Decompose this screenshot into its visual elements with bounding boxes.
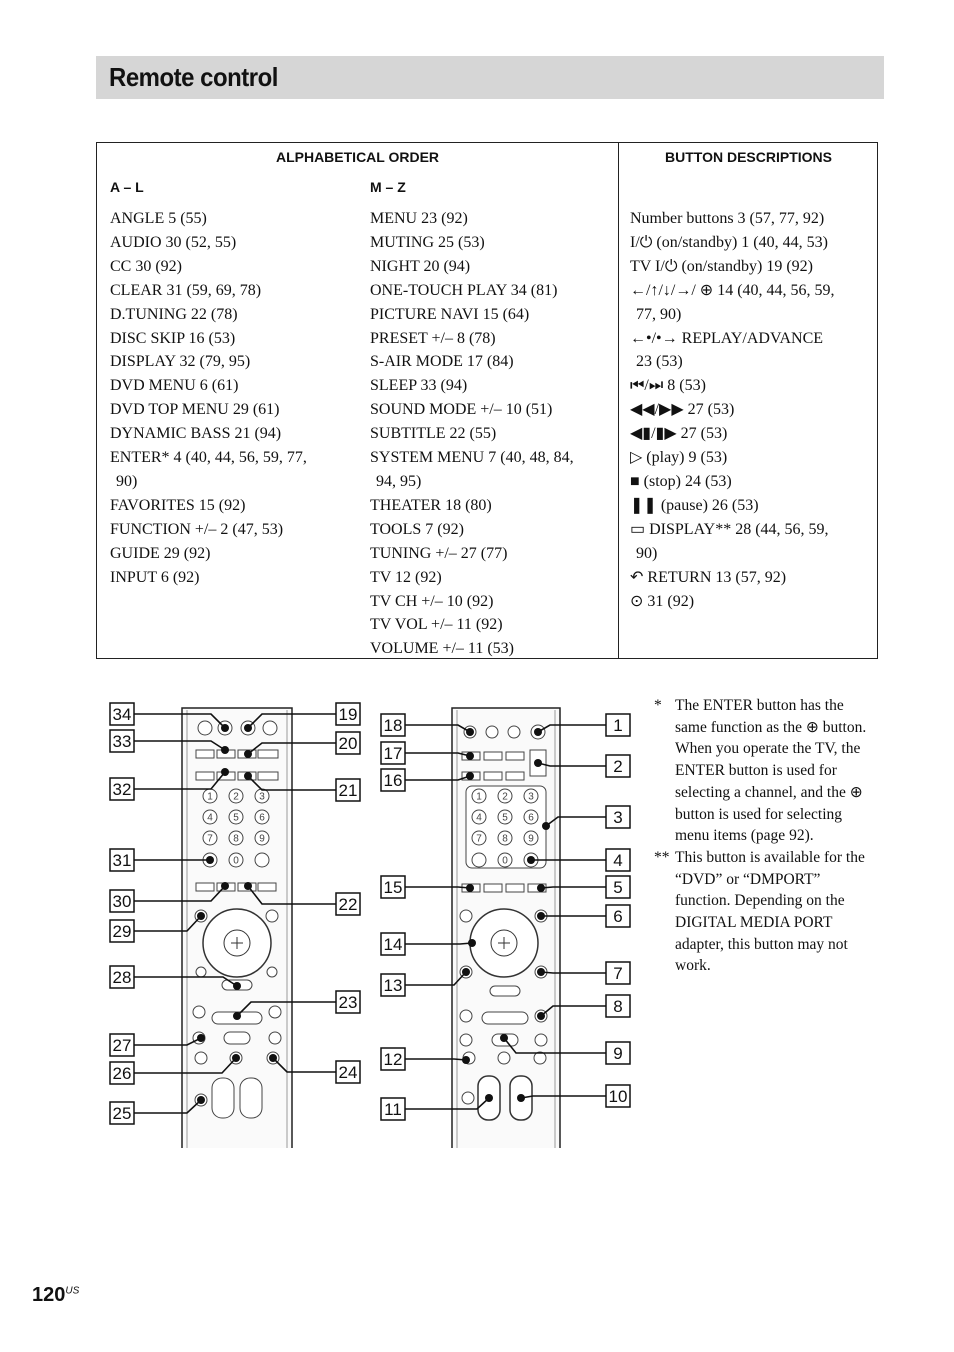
- leader-line: [405, 1059, 466, 1060]
- round-button: [193, 1006, 205, 1018]
- callout-label: 19: [338, 705, 358, 724]
- callout-label: 34: [112, 705, 132, 724]
- index-entry: ◀▮/▮▶ 27 (53): [630, 425, 728, 443]
- leader-dot: [269, 1054, 277, 1062]
- round-button: [195, 1052, 207, 1064]
- index-entry: TOOLS 7 (92): [370, 520, 464, 538]
- play-button: [224, 1032, 250, 1044]
- callout-label: 17: [383, 744, 403, 763]
- round-button: [269, 1006, 281, 1018]
- index-entry: TV CH +/– 10 (92): [370, 592, 494, 610]
- callout-label: 31: [112, 851, 132, 870]
- leader-dot: [534, 728, 542, 736]
- leader-dot: [517, 1094, 525, 1102]
- leader-line: [541, 887, 606, 888]
- index-entry: ANGLE 5 (55): [110, 210, 207, 227]
- callout-label: 14: [383, 935, 403, 954]
- index-entry: TUNING +/– 27 (77): [370, 544, 508, 562]
- round-button: [263, 721, 277, 735]
- column-a-l: [110, 207, 307, 590]
- volume-rocker: [212, 1078, 234, 1118]
- leader-line: [405, 887, 470, 888]
- range-a-l: A – L: [110, 179, 144, 195]
- leader-dot: [485, 1094, 493, 1102]
- display-button: [490, 986, 520, 996]
- small-button: [258, 750, 278, 758]
- index-entry: CC 30 (92): [110, 257, 182, 275]
- title-bar: [96, 56, 884, 99]
- callout-label: 11: [384, 1100, 402, 1119]
- number-label: 4: [207, 812, 213, 824]
- round-button: [269, 1032, 281, 1044]
- replay-advance-button: [482, 1012, 528, 1024]
- callout-label: 28: [112, 968, 132, 987]
- round-button: [462, 1092, 474, 1104]
- number-label: 7: [476, 833, 482, 845]
- small-button: [258, 772, 278, 780]
- leader-dot: [221, 746, 229, 754]
- index-entry: SOUND MODE +/– 10 (51): [370, 401, 553, 419]
- callout-label: 23: [338, 993, 358, 1012]
- round-button: [498, 1052, 510, 1064]
- leader-dot: [466, 884, 474, 892]
- index-entry: ↶ RETURN 13 (57, 92): [630, 568, 787, 586]
- column-descriptions: [630, 207, 835, 613]
- index-entry: DISPLAY 32 (79, 95): [110, 353, 251, 371]
- number-label: 4: [476, 812, 482, 824]
- number-label: 8: [502, 833, 508, 845]
- index-entry: DYNAMIC BASS 21 (94): [110, 425, 282, 443]
- leader-line: [541, 972, 606, 973]
- round-button: [472, 853, 486, 867]
- index-entry: AUDIO 30 (52, 55): [110, 233, 237, 251]
- callout-label: 33: [112, 732, 132, 751]
- remote-illustration: [100, 690, 640, 1150]
- callout-label: 25: [112, 1104, 132, 1123]
- small-button: [484, 772, 502, 780]
- index-entry: I/⏻ (on/standby) 1 (40, 44, 53): [630, 233, 828, 251]
- callout-label: 20: [338, 734, 358, 753]
- index-entry: TV 12 (92): [370, 568, 442, 586]
- leader-dot: [221, 768, 229, 776]
- leader-dot: [221, 882, 229, 890]
- index-entry: 90): [116, 472, 138, 490]
- leader-dot: [468, 939, 476, 947]
- round-button: [460, 1010, 472, 1022]
- number-label: 2: [233, 791, 239, 803]
- index-entry: ❚❚ (pause) 26 (53): [630, 496, 759, 514]
- leader-dot: [244, 750, 252, 758]
- leader-dot: [244, 882, 252, 890]
- round-button: [508, 726, 520, 738]
- leader-dot: [537, 884, 545, 892]
- callout-label: 15: [383, 878, 403, 897]
- callout-label: 32: [112, 780, 132, 799]
- round-button: [460, 910, 472, 922]
- index-entry: ▷ (play) 9 (53): [630, 449, 728, 467]
- leader-dot: [542, 822, 550, 830]
- footnote-mark: **: [654, 848, 670, 866]
- tv-ch-rocker: [240, 1078, 262, 1118]
- index-entry: SLEEP 33 (94): [370, 377, 468, 395]
- index-entry: DVD MENU 6 (61): [110, 377, 239, 395]
- index-entry: NIGHT 20 (94): [370, 257, 471, 275]
- round-button: [460, 1034, 472, 1046]
- number-label: 9: [528, 833, 534, 845]
- small-button: [506, 884, 524, 892]
- remote-right: [381, 708, 630, 1148]
- index-entry: DVD TOP MENU 29 (61): [110, 401, 280, 419]
- index-entry: D.TUNING 22 (78): [110, 305, 238, 323]
- index-entry: PICTURE NAVI 15 (64): [370, 305, 530, 323]
- leader-dot: [244, 724, 252, 732]
- footnote-display: [654, 847, 874, 977]
- number-label: 0: [502, 855, 508, 867]
- index-entry: 23 (53): [636, 353, 683, 371]
- number-label: 3: [259, 791, 265, 803]
- small-button: [484, 752, 502, 760]
- index-entry: ←/↑/↓/→/ ⊕ 14 (40, 44, 56, 59,: [630, 281, 835, 299]
- callout-label: 18: [383, 716, 403, 735]
- page-number: [32, 1284, 79, 1307]
- leader-dot: [197, 912, 205, 920]
- callout-label: 9: [613, 1044, 623, 1063]
- leader-dot: [527, 856, 535, 864]
- leader-dot: [462, 1056, 470, 1064]
- index-entry: DISC SKIP 16 (53): [110, 329, 236, 347]
- index-entry: FAVORITES 15 (92): [110, 496, 246, 514]
- callout-label: 24: [338, 1063, 358, 1082]
- index-entry: TV I/⏻ (on/standby) 19 (92): [630, 257, 813, 275]
- reference-table: [96, 142, 878, 659]
- callout-label: 6: [613, 907, 623, 926]
- index-entry: ⏮/⏭ 8 (53): [630, 377, 706, 395]
- number-label: 3: [528, 791, 534, 803]
- range-m-z: M – Z: [370, 179, 406, 195]
- index-entry: TV VOL +/– 11 (92): [370, 616, 503, 634]
- leader-dot: [537, 968, 545, 976]
- callout-label: 1: [613, 716, 623, 735]
- index-entry: S-AIR MODE 17 (84): [370, 353, 514, 371]
- callout-label: 7: [613, 964, 623, 983]
- callout-label: 12: [383, 1050, 403, 1069]
- callout-label: 30: [112, 892, 132, 911]
- remote-left: [110, 703, 360, 1148]
- round-button: [196, 967, 206, 977]
- index-entry: VOLUME +/– 11 (53): [370, 640, 514, 658]
- callout-label: 26: [112, 1064, 132, 1083]
- index-entry: Number buttons 3 (57, 77, 92): [630, 210, 825, 227]
- index-entry: ONE-TOUCH PLAY 34 (81): [370, 281, 558, 299]
- index-entry: SUBTITLE 22 (55): [370, 425, 497, 443]
- index-entry: MENU 23 (92): [370, 210, 468, 227]
- leader-dot: [466, 772, 474, 780]
- round-button: [255, 853, 269, 867]
- index-entry: THEATER 18 (80): [370, 496, 492, 514]
- leader-dot: [197, 1034, 205, 1042]
- small-button: [506, 772, 524, 780]
- index-entry: ▭ DISPLAY** 28 (44, 56, 59,: [630, 520, 829, 538]
- header-descriptions: BUTTON DESCRIPTIONS: [665, 149, 832, 165]
- index-entry: ⊙ 31 (92): [630, 592, 695, 610]
- leader-dot: [466, 728, 474, 736]
- round-button: [267, 967, 277, 977]
- page-number-value: 120: [32, 1284, 66, 1306]
- index-entry: ENTER* 4 (40, 44, 56, 59, 77,: [110, 449, 307, 467]
- number-label: 8: [233, 833, 239, 845]
- callout-label: 29: [112, 922, 132, 941]
- leader-dot: [197, 1096, 205, 1104]
- index-entry: FUNCTION +/– 2 (47, 53): [110, 520, 284, 538]
- round-button: [535, 1034, 547, 1046]
- small-button: [196, 883, 214, 891]
- footnote-text: The ENTER button has the same function as the ⊕ button. When you operate the TV, the ENTER button is used for selecting a channel, and the ⊕ button is used for selecting menu items (page 92).: [675, 697, 867, 845]
- index-entry: CLEAR 31 (59, 69, 78): [110, 281, 262, 299]
- leader-dot: [534, 759, 542, 767]
- page-suffix: US: [65, 1285, 80, 1297]
- index-entry: SYSTEM MENU 7 (40, 48, 84,: [370, 449, 574, 467]
- leader-dot: [500, 1034, 508, 1042]
- number-label: 5: [233, 812, 239, 824]
- index-entry: PRESET +/– 8 (78): [370, 329, 496, 347]
- callout-label: 21: [338, 781, 358, 800]
- footnote-text: This button is available for the “DVD” or “DMPORT” function. Depending on the DIGITAL MEDIA PORT adapter, this button may not work.: [675, 848, 865, 975]
- index-entry: INPUT 6 (92): [110, 568, 200, 586]
- footnotes: [654, 695, 874, 977]
- index-entry: 90): [636, 544, 658, 562]
- leader-dot: [221, 724, 229, 732]
- callout-label: 3: [613, 808, 623, 827]
- index-entry: MUTING 25 (53): [370, 233, 485, 251]
- number-label: 5: [502, 812, 508, 824]
- number-label: 7: [207, 833, 213, 845]
- index-entry: ←•/•→ REPLAY/ADVANCE: [630, 329, 824, 347]
- leader-dot: [537, 912, 545, 920]
- index-entry: 94, 95): [376, 472, 422, 490]
- number-label: 0: [233, 855, 239, 867]
- round-button: [198, 721, 212, 735]
- number-label: 6: [528, 812, 534, 824]
- number-label: 6: [259, 812, 265, 824]
- callout-label: 5: [613, 878, 623, 897]
- callout-label: 13: [383, 976, 403, 995]
- leader-dot: [466, 752, 474, 760]
- number-label: 1: [476, 791, 482, 803]
- index-entry: ■ (stop) 24 (53): [630, 472, 732, 490]
- callout-label: 10: [608, 1087, 628, 1106]
- round-button: [534, 1052, 546, 1064]
- footnote-mark: *: [654, 697, 662, 714]
- leader-dot: [233, 982, 241, 990]
- page-title: Remote control: [109, 62, 278, 92]
- leader-dot: [232, 1054, 240, 1062]
- callout-label: 2: [613, 757, 623, 776]
- index-entry: GUIDE 29 (92): [110, 544, 211, 562]
- leader-dot: [244, 772, 252, 780]
- small-button: [258, 883, 276, 891]
- number-label: 9: [259, 833, 265, 845]
- index-entry: ◀◀/▶▶ 27 (53): [630, 401, 735, 419]
- small-button: [196, 772, 214, 780]
- index-entry: 77, 90): [636, 305, 682, 323]
- table-divider: [618, 143, 619, 658]
- footnote-enter: [654, 695, 874, 847]
- small-button: [196, 750, 214, 758]
- callout-label: 16: [383, 771, 403, 790]
- round-button: [266, 910, 278, 922]
- number-label: 1: [207, 791, 213, 803]
- header-alphabetical: ALPHABETICAL ORDER: [275, 149, 440, 165]
- leader-dot: [233, 1012, 241, 1020]
- leader-dot: [206, 856, 214, 864]
- small-button: [484, 884, 502, 892]
- callout-label: 27: [112, 1036, 132, 1055]
- leader-dot: [537, 1012, 545, 1020]
- callout-label: 22: [338, 895, 358, 914]
- callout-label: 8: [613, 997, 623, 1016]
- small-button: [506, 752, 524, 760]
- round-button: [486, 726, 498, 738]
- leader-dot: [462, 968, 470, 976]
- number-label: 2: [502, 791, 508, 803]
- leader-line: [405, 943, 472, 944]
- column-m-z: [370, 207, 574, 661]
- callout-label: 4: [613, 851, 623, 870]
